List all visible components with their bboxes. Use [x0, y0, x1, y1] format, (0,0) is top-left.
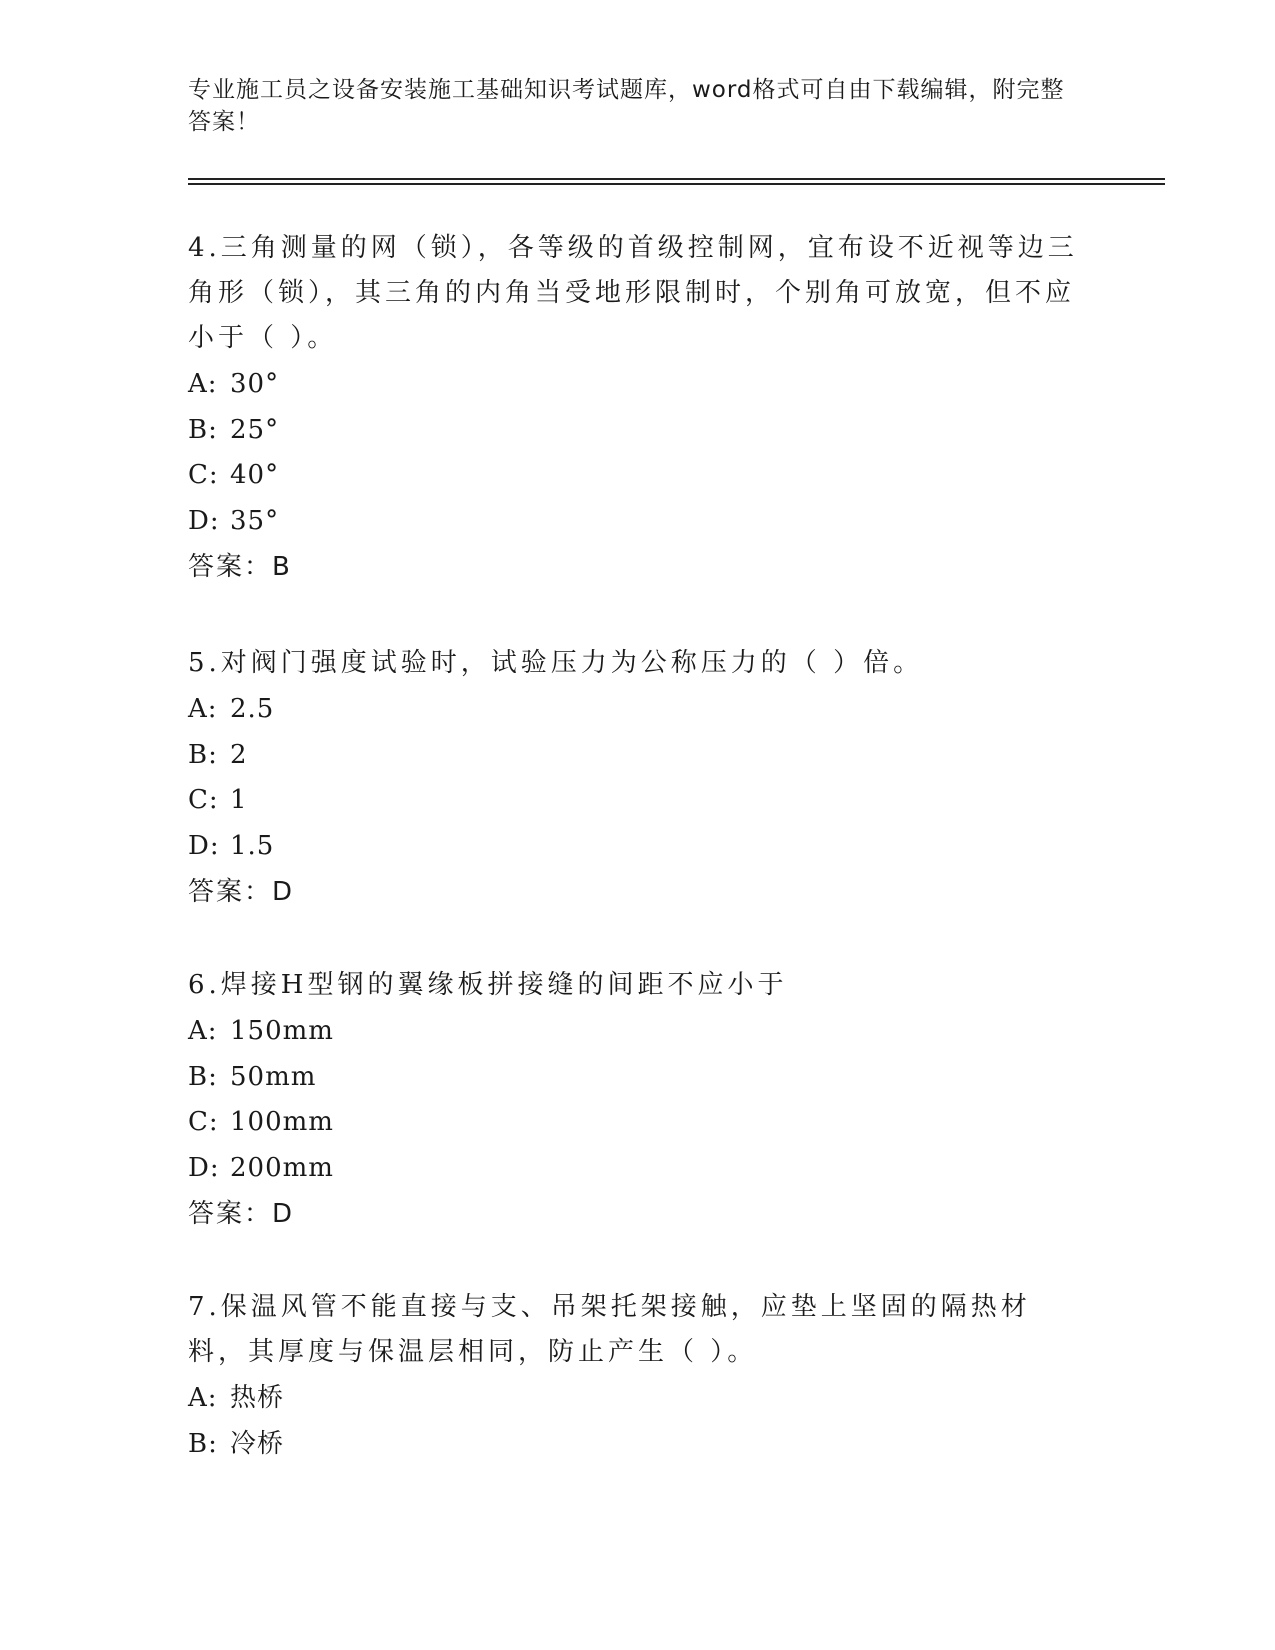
answer: 答案：D	[188, 877, 295, 907]
answer: 答案：B	[188, 552, 292, 582]
option-b	[188, 733, 1088, 779]
option-value: 100mm	[230, 1107, 334, 1137]
option-value: 热桥	[230, 1383, 285, 1413]
question-4	[188, 226, 1088, 590]
question-5	[188, 641, 1088, 915]
option-value: 40°	[230, 460, 280, 490]
option-label: B:	[188, 1061, 218, 1092]
option-label: A:	[188, 369, 218, 399]
question-6	[188, 963, 1088, 1237]
option-value: 2.5	[230, 694, 275, 724]
option-label: D:	[188, 505, 220, 536]
question-text: 6.焊接H型钢的翼缘板拼接缝的间距不应小于	[188, 970, 788, 1000]
option-value: 1.5	[230, 830, 275, 861]
option-a	[188, 1009, 1088, 1055]
option-b	[188, 1422, 1088, 1468]
question-text: 5.对阀门强度试验时，试验压力为公称压力的（ ）倍。	[188, 648, 924, 678]
option-label: B:	[188, 1428, 218, 1459]
option-a	[188, 362, 1088, 408]
option-value: 35°	[230, 505, 280, 536]
header-divider-top	[188, 178, 1165, 180]
question-7	[188, 1285, 1088, 1467]
option-value: 200mm	[230, 1152, 334, 1183]
document-header: 专业施工员之设备安装施工基础知识考试题库，word格式可自由下载编辑，附完整答案！	[188, 77, 1065, 135]
option-label: A:	[188, 1383, 218, 1413]
option-c	[188, 453, 1088, 499]
option-value: 25°	[230, 414, 280, 445]
option-d	[188, 1146, 1088, 1192]
option-label: C:	[188, 460, 219, 490]
option-value: 冷桥	[230, 1428, 285, 1459]
option-label: C:	[188, 785, 219, 815]
option-d	[188, 824, 1088, 870]
option-label: D:	[188, 1152, 220, 1183]
header-divider-bottom	[188, 183, 1165, 185]
option-value: 2	[230, 739, 248, 770]
option-value: 150mm	[230, 1016, 334, 1046]
option-a	[188, 687, 1088, 733]
option-b	[188, 408, 1088, 454]
option-value: 1	[230, 785, 248, 815]
option-label: B:	[188, 414, 218, 445]
option-c	[188, 1100, 1088, 1146]
answer: 答案：D	[188, 1199, 295, 1229]
option-value: 50mm	[230, 1061, 317, 1092]
option-c	[188, 778, 1088, 824]
option-label: A:	[188, 1016, 218, 1046]
option-label: B:	[188, 739, 218, 770]
question-text: 4.三角测量的网（锁），各等级的首级控制网，宜布设不近视等边三角形（锁），其三角的内角当受地形限制时，个别角可放宽，但不应小于（ ）。	[188, 233, 1078, 353]
option-label: C:	[188, 1107, 219, 1137]
option-label: A:	[188, 694, 218, 724]
option-value: 30°	[230, 369, 280, 399]
option-a	[188, 1376, 1088, 1422]
option-d	[188, 499, 1088, 545]
option-label: D:	[188, 830, 220, 861]
option-b	[188, 1055, 1088, 1101]
question-text: 7.保温风管不能直接与支、吊架托架接触，应垫上坚固的隔热材料，其厚度与保温层相同，防止产生（ ）。	[188, 1292, 1031, 1367]
